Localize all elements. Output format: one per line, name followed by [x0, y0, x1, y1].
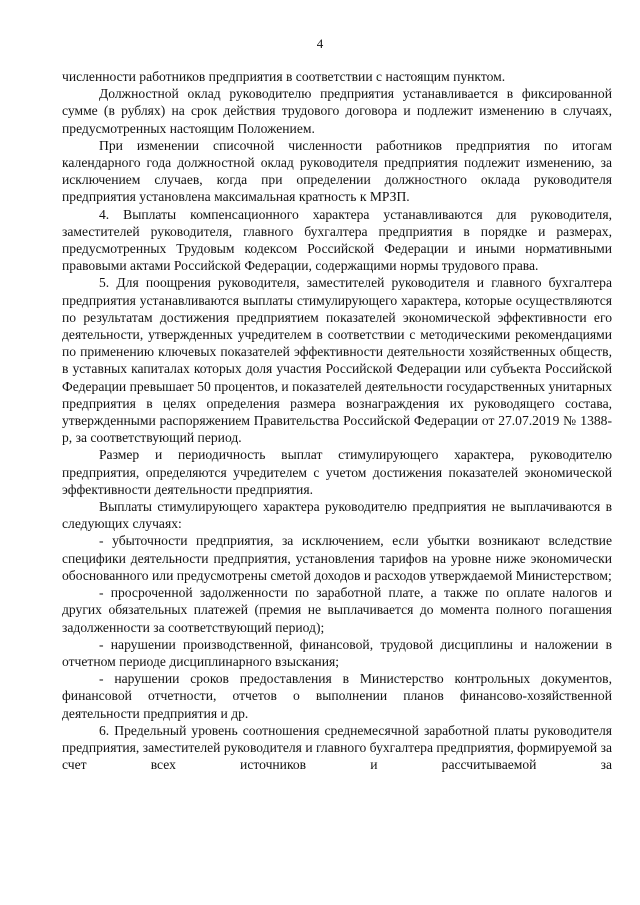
paragraph: Должностной оклад руководителю предприятия устанавливается в фиксированной сумме (в рублях) на срок действия трудового договора и подлежит изменению в случаях, предусмотренных настоящим Положением.	[62, 86, 612, 136]
page-number: 4	[316, 36, 324, 51]
list-item: - убыточности предприятия, за исключением, если убытки возникают вследствие специфики деятельности предприятия, установления тарифов на уровне ниже экономически обоснованного или предусмотрены сметой доходов и расходов утверждаемой Министерством;	[62, 533, 612, 583]
paragraph: 5. Для поощрения руководителя, заместителей руководителя и главного бухгалтера предприятия устанавливаются выплаты стимулирующего характера, которые осуществляются по результатам достижения предприятием показателей экономической эффективности его деятельности, утвержденных учредителем в соответствии с методическими рекомендациями по применению ключевых показателей эффективности деятельности хозяйственных обществ, в уставных капиталах которых доля участия Российской Федерации или субъекта Российской Федерации превышает 50 процентов, и показателей деятельности государственных унитарных предприятия в целях определения размера вознаграждения их руководящего состава, утвержденными распоряжением Правительства Российской Федерации от 27.07.2019 № 1388-р, за соответствующий период.	[62, 275, 612, 446]
paragraph: 4. Выплаты компенсационного характера устанавливаются для руководителя, заместителей руководителя, главного бухгалтера предприятия в порядке и размерах, предусмотренных Трудовым кодексом Российской Федерации и иными нормативными правовыми актами Российской Федерации, содержащими нормы трудового права.	[62, 206, 612, 274]
paragraph: 6. Предельный уровень соотношения среднемесячной заработной платы руководителя предприятия, заместителей руководителя и главного бухгалтера предприятия, формируемой за счет всех источников и рассчитываемой за	[62, 722, 612, 773]
list-item: - нарушении производственной, финансовой, трудовой дисциплины и наложении в отчетном периоде дисциплинарного взыскания;	[62, 636, 612, 669]
paragraph: Размер и периодичность выплат стимулирующего характера, руководителю предприятия, определяются учредителем с учетом достижения показателей экономической эффективности деятельности предприятия.	[62, 447, 612, 497]
paragraph: При изменении списочной численности работников предприятия по итогам календарного года должностной оклад руководителя предприятия подлежит изменению, за исключением случаев, когда при определении должностного оклада руководителя предприятия установлена максимальная кратность к МРЗП.	[62, 137, 612, 205]
document-body	[62, 68, 612, 773]
list-item: - просроченной задолженности по заработной плате, а также по оплате налогов и других обязательных платежей (премия не выплачивается до момента полного погашения задолженности за соответствующий период);	[62, 585, 612, 635]
paragraph: Выплаты стимулирующего характера руководителю предприятия не выплачиваются в следующих случаях:	[62, 499, 612, 532]
paragraph: численности работников предприятия в соответствии с настоящим пунктом.	[62, 69, 506, 84]
list-item: - нарушении сроков предоставления в Министерство контрольных документов, финансовой отчетности, отчетов о выполнении планов финансово-хозяйственной деятельности предприятия и др.	[62, 671, 612, 721]
